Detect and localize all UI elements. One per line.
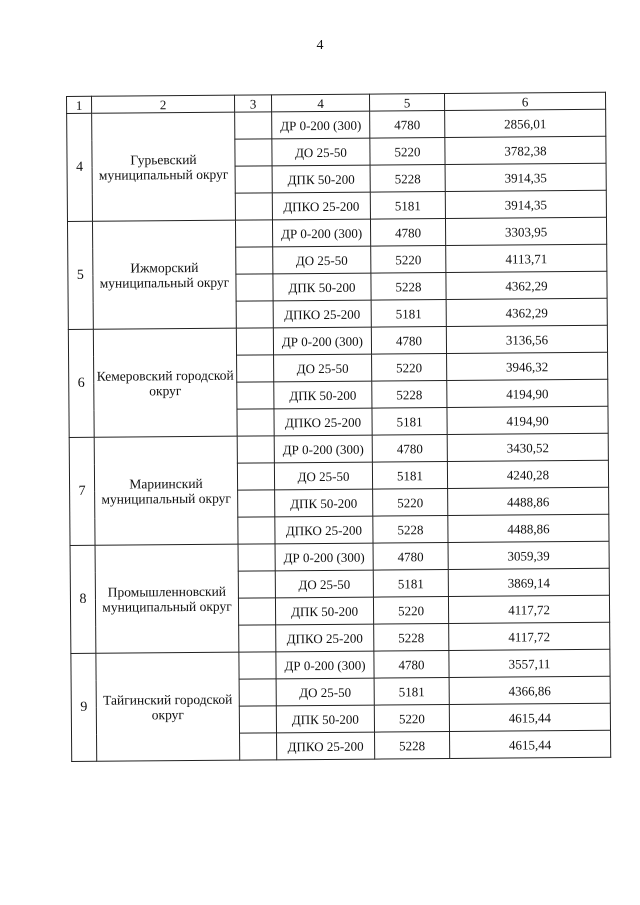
value-cell: 3869,14 xyxy=(448,568,609,596)
code-cell: 5220 xyxy=(373,597,448,625)
column-3-cell xyxy=(236,328,273,355)
column-3-cell xyxy=(239,625,276,652)
code-cell: 4780 xyxy=(371,327,446,355)
code-cell: 5228 xyxy=(371,273,446,301)
column-3-cell xyxy=(237,355,274,382)
product-type: ДР 0-200 (300) xyxy=(272,219,370,247)
value-cell: 4117,72 xyxy=(448,595,609,623)
product-type: ДО 25-50 xyxy=(275,570,373,598)
column-3-cell xyxy=(238,544,275,571)
code-cell: 5181 xyxy=(370,192,445,220)
product-type: ДПК 50-200 xyxy=(273,273,371,301)
column-3-cell xyxy=(239,706,276,733)
column-3-cell xyxy=(238,490,275,517)
product-type: ДО 25-50 xyxy=(274,462,372,490)
product-type: ДР 0-200 (300) xyxy=(276,651,374,679)
header-cell: 6 xyxy=(444,92,605,110)
row-number: 4 xyxy=(67,113,93,221)
product-type: ДПКО 25-200 xyxy=(272,192,370,220)
value-cell: 3136,56 xyxy=(446,325,607,353)
code-cell: 5228 xyxy=(372,381,447,409)
table-row xyxy=(70,541,609,572)
code-cell: 5181 xyxy=(372,408,447,436)
product-type: ДПК 50-200 xyxy=(272,165,370,193)
code-cell: 5228 xyxy=(370,165,445,193)
value-cell: 3303,95 xyxy=(445,217,606,245)
code-cell: 5181 xyxy=(374,678,449,706)
region-name: Гурьевский муниципальный округ xyxy=(92,112,236,221)
code-cell: 5220 xyxy=(374,705,449,733)
value-cell: 4240,28 xyxy=(447,460,608,488)
table-row xyxy=(69,433,608,464)
value-cell: 4615,44 xyxy=(450,730,611,758)
value-cell: 3782,38 xyxy=(445,136,606,164)
header-cell: 1 xyxy=(67,96,92,113)
value-cell: 3430,52 xyxy=(447,433,608,461)
product-type: ДПК 50-200 xyxy=(275,597,373,625)
product-type: ДПКО 25-200 xyxy=(275,516,373,544)
product-type: ДР 0-200 (300) xyxy=(275,543,373,571)
value-cell: 3914,35 xyxy=(445,163,606,191)
code-cell: 5228 xyxy=(375,732,450,760)
value-cell: 4488,86 xyxy=(448,487,609,515)
product-type: ДПКО 25-200 xyxy=(277,732,375,760)
column-3-cell xyxy=(237,382,274,409)
table-row xyxy=(68,325,607,356)
value-cell: 4113,71 xyxy=(446,244,607,272)
value-cell: 4117,72 xyxy=(449,622,610,650)
column-3-cell xyxy=(238,598,275,625)
column-3-cell xyxy=(238,517,275,544)
column-3-cell xyxy=(237,436,274,463)
product-type: ДПКО 25-200 xyxy=(273,300,371,328)
product-type: ДО 25-50 xyxy=(272,138,370,166)
column-3-cell xyxy=(238,571,275,598)
column-3-cell xyxy=(236,274,273,301)
code-cell: 4780 xyxy=(372,435,447,463)
table-row xyxy=(67,217,606,248)
code-cell: 4780 xyxy=(373,543,448,571)
value-cell: 3557,11 xyxy=(449,649,610,677)
row-number: 8 xyxy=(70,545,96,653)
row-number: 5 xyxy=(67,221,93,329)
column-3-cell xyxy=(237,409,274,436)
value-cell: 4194,90 xyxy=(447,406,608,434)
region-name: Мариинский муниципальный округ xyxy=(94,436,238,545)
product-type: ДПК 50-200 xyxy=(275,489,373,517)
code-cell: 5220 xyxy=(373,489,448,517)
row-number: 6 xyxy=(68,329,94,437)
region-name: Промышленновский муниципальный округ xyxy=(95,544,239,653)
page-number: 4 xyxy=(316,38,324,53)
value-cell: 4488,86 xyxy=(448,514,609,542)
column-3-cell xyxy=(239,652,276,679)
product-type: ДПКО 25-200 xyxy=(274,408,372,436)
value-cell: 4615,44 xyxy=(449,703,610,731)
tariff-table xyxy=(66,92,611,762)
header-cell: 4 xyxy=(271,94,369,112)
header-cell: 3 xyxy=(234,95,271,112)
product-type: ДР 0-200 (300) xyxy=(273,327,371,355)
code-cell: 5220 xyxy=(371,246,446,274)
code-cell: 5181 xyxy=(372,462,447,490)
row-number: 9 xyxy=(71,653,97,761)
product-type: ДР 0-200 (300) xyxy=(274,435,372,463)
value-cell: 3946,32 xyxy=(447,352,608,380)
code-cell: 5228 xyxy=(374,624,449,652)
code-cell: 5228 xyxy=(373,516,448,544)
value-cell: 4194,90 xyxy=(447,379,608,407)
header-cell: 5 xyxy=(369,94,444,112)
column-3-cell xyxy=(235,139,272,166)
product-type: ДПКО 25-200 xyxy=(276,624,374,652)
column-3-cell xyxy=(240,733,277,760)
value-cell: 4366,86 xyxy=(449,676,610,704)
column-3-cell xyxy=(235,166,272,193)
code-cell: 5181 xyxy=(371,300,446,328)
product-type: ДО 25-50 xyxy=(273,246,371,274)
column-3-cell xyxy=(236,301,273,328)
code-cell: 5220 xyxy=(370,138,445,166)
product-type: ДО 25-50 xyxy=(276,678,374,706)
value-cell: 2856,01 xyxy=(445,109,606,137)
column-3-cell xyxy=(236,247,273,274)
code-cell: 4780 xyxy=(370,219,445,247)
code-cell: 5220 xyxy=(372,354,447,382)
column-3-cell xyxy=(235,220,272,247)
region-name: Ижморский муниципальный округ xyxy=(92,220,236,329)
column-3-cell xyxy=(239,679,276,706)
column-3-cell xyxy=(235,193,272,220)
value-cell: 3059,39 xyxy=(448,541,609,569)
code-cell: 4780 xyxy=(374,651,449,679)
product-type: ДР 0-200 (300) xyxy=(272,111,370,139)
header-cell: 2 xyxy=(92,95,235,113)
column-3-cell xyxy=(235,112,272,139)
product-type: ДПК 50-200 xyxy=(276,705,374,733)
value-cell: 4362,29 xyxy=(446,298,607,326)
code-cell: 5181 xyxy=(373,570,448,598)
code-cell: 4780 xyxy=(370,111,445,139)
region-name: Тайгинский городской округ xyxy=(96,652,240,761)
product-type: ДО 25-50 xyxy=(274,354,372,382)
table-row xyxy=(67,109,606,140)
column-3-cell xyxy=(237,463,274,490)
table-row xyxy=(71,649,610,680)
value-cell: 4362,29 xyxy=(446,271,607,299)
table-body xyxy=(67,109,611,761)
row-number: 7 xyxy=(69,437,95,545)
region-name: Кемеровский городской округ xyxy=(93,328,237,437)
product-type: ДПК 50-200 xyxy=(274,381,372,409)
value-cell: 3914,35 xyxy=(445,190,606,218)
